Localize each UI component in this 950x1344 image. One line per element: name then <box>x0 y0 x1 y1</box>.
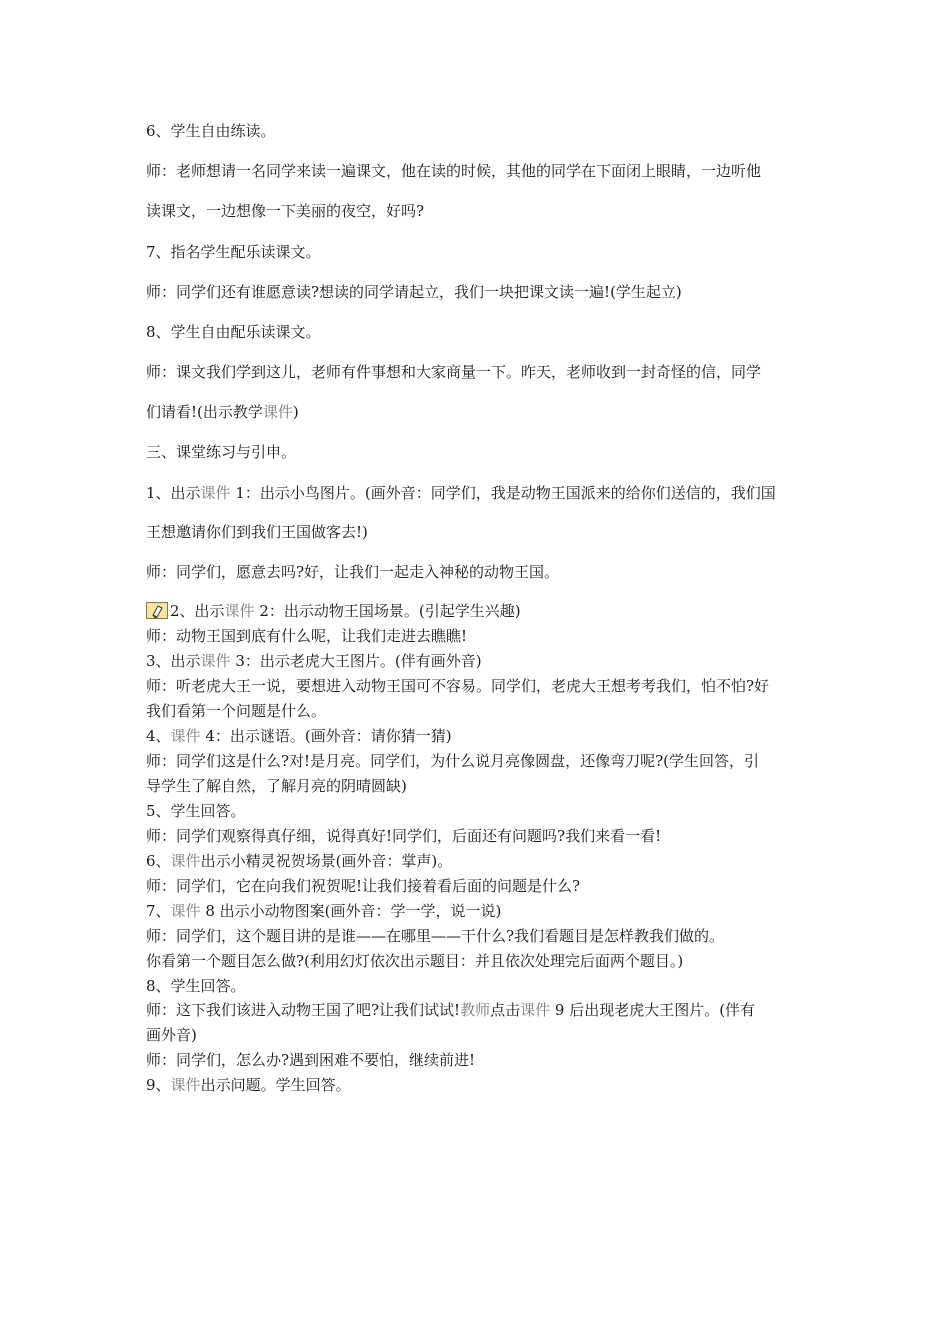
paragraph <box>146 701 816 722</box>
paragraph <box>146 1025 816 1046</box>
paragraph-text: 7、指名学生配乐读课文。 <box>146 243 321 261</box>
paragraph <box>146 1050 816 1071</box>
paragraph <box>146 322 816 343</box>
paragraph-text: 师：同学们这是什么?对!是月亮。同学们，为什么说月亮像圆盘，还像弯刀呢?(学生回答，引 <box>146 752 759 770</box>
paragraph-text: 导学生了解自然，了解月亮的阴晴圆缺) <box>146 777 407 795</box>
paragraph: 7、课件 8 出示小动物图案(画外音：学一学，说一说) <box>146 902 502 920</box>
paragraph-text: 读课文，一边想像一下美丽的夜空，好吗? <box>146 202 425 220</box>
paragraph: 1、出示课件 1：出示小鸟图片。(画外音：同学们，我是动物王国派来的给你们送信的，我们国 <box>146 484 776 502</box>
paragraph-text: 王想邀请你们到我们王国做客去!) <box>146 523 368 541</box>
paragraph-text: 师：同学们还有谁愿意读?想读的同学请起立，我们一块把课文读一遍!(学生起立) <box>146 283 682 301</box>
paragraph-text: 画外音) <box>146 1026 197 1044</box>
courseware-link[interactable]: 课件 <box>224 602 255 620</box>
paragraph: 9、课件出示问题。学生回答。 <box>146 1076 351 1094</box>
paragraph-text: 8、学生回答。 <box>146 977 246 995</box>
courseware-link[interactable]: 课件 <box>170 727 201 745</box>
paragraph <box>146 121 816 142</box>
paragraph <box>146 522 816 543</box>
courseware-link[interactable]: 课件 <box>262 403 293 421</box>
courseware-link[interactable]: 课件 <box>520 1001 551 1019</box>
paragraph <box>146 826 816 847</box>
paragraph-text: 师：老师想请一名同学来读一遍课文，他在读的时候，其他的同学在下面闭上眼睛，一边听他 <box>146 162 762 180</box>
courseware-link[interactable]: 课件 <box>200 484 231 502</box>
paragraph <box>146 776 816 797</box>
paragraph-text: 三、课堂练习与引申。 <box>146 443 297 461</box>
courseware-link[interactable]: 课件 <box>170 1076 201 1094</box>
courseware-link[interactable]: 课件 <box>200 652 231 670</box>
paragraph: 2、出示课件 2：出示动物王国场景。(引起学生兴趣) <box>146 601 816 622</box>
paragraph-text: 师：动物王国到底有什么呢，让我们走进去瞧瞧! <box>146 627 468 645</box>
teacher-link[interactable]: 教师 <box>460 1001 491 1019</box>
paragraph-text: 师：同学们，这个题目讲的是谁——在哪里——干什么?我们看题目是怎样教我们做的。 <box>146 927 725 945</box>
paragraph: 4、课件 4：出示谜语。(画外音：请你猜一猜) <box>146 727 452 745</box>
section-heading <box>146 442 816 463</box>
paragraph <box>146 801 816 822</box>
paragraph <box>146 161 816 182</box>
paragraph <box>146 201 816 222</box>
paragraph-text: 师：同学们观察得真仔细，说得真好!同学们，后面还有问题吗?我们来看一看! <box>146 827 662 845</box>
paragraph <box>146 362 816 383</box>
paragraph: 6、课件出示小精灵祝贺场景(画外音：掌声)。 <box>146 852 453 870</box>
paragraph-text: 6、学生自由练读。 <box>146 122 276 140</box>
paragraph-text: 师：听老虎大王一说，要想进入动物王国可不容易。同学们，老虎大王想考考我们，怕不怕?好 <box>146 677 770 695</box>
paragraph-text: 师：课文我们学到这儿，老师有件事想和大家商量一下。昨天，老师收到一封奇怪的信，同学 <box>146 363 762 381</box>
paragraph-text: 8、学生自由配乐读课文。 <box>146 323 321 341</box>
paragraph <box>146 626 816 647</box>
paragraph: 师：这下我们该进入动物王国了吧?让我们试试!教师点击课件 9 后出现老虎大王图片。(伴有 <box>146 1001 756 1019</box>
embedded-object-icon[interactable] <box>146 602 168 619</box>
courseware-link[interactable]: 课件 <box>170 902 201 920</box>
paragraph <box>146 751 816 772</box>
paragraph-text: 师：同学们，怎么办?遇到困难不要怕，继续前进! <box>146 1051 476 1069</box>
paragraph-text: 我们看第一个问题是什么。 <box>146 702 327 720</box>
paragraph <box>146 242 816 263</box>
paragraph <box>146 282 816 303</box>
paragraph-text: 师：同学们，它在向我们祝贺呢!让我们接着看后面的问题是什么? <box>146 877 581 895</box>
paragraph-text: 师：同学们，愿意去吗?好，让我们一起走入神秘的动物王国。 <box>146 563 560 581</box>
paragraph <box>146 876 816 897</box>
paragraph <box>146 676 816 697</box>
paragraph <box>146 976 816 997</box>
paragraph: 3、出示课件 3：出示老虎大王图片。(伴有画外音) <box>146 652 482 670</box>
paragraph: 们请看!(出示教学课件) <box>146 403 299 421</box>
courseware-link[interactable]: 课件 <box>170 852 201 870</box>
paragraph <box>146 926 816 947</box>
paragraph-text: 你看第一个题目怎么做?(利用幻灯依次出示题目：并且依次处理完后面两个题目。) <box>146 952 684 970</box>
paragraph <box>146 951 816 972</box>
paragraph <box>146 562 816 583</box>
paragraph-text: 5、学生回答。 <box>146 802 246 820</box>
